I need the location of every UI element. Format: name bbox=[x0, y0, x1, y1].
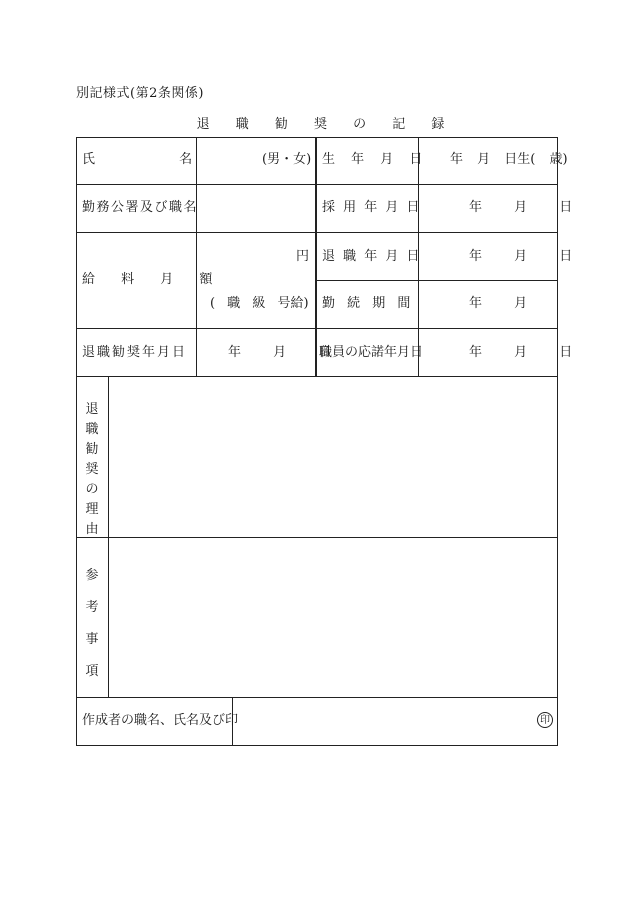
accept-value[interactable]: 年 月 日 bbox=[469, 345, 573, 360]
hire-value[interactable]: 年 月 日 bbox=[469, 200, 573, 215]
row-divider bbox=[76, 232, 558, 233]
hire-label: 採 用 年 月 日 bbox=[322, 200, 420, 215]
row-divider bbox=[76, 376, 558, 377]
author-label: 作成者の職名、氏名及び印 bbox=[82, 713, 239, 728]
author-field[interactable] bbox=[234, 699, 532, 744]
seal-mark: 印 bbox=[537, 712, 553, 728]
document-title: 退 職 勧 奨 の 記 録 bbox=[196, 117, 456, 132]
salary-yen[interactable]: 円 bbox=[296, 249, 310, 264]
retire-value[interactable]: 年 月 日 bbox=[469, 249, 573, 264]
notes-area[interactable] bbox=[110, 539, 556, 695]
recommend-value[interactable]: 年 月 日 bbox=[228, 345, 332, 360]
row-divider bbox=[76, 537, 558, 538]
reason-label: 退 職 勧 奨 の 理 由 bbox=[85, 402, 99, 537]
column-divider bbox=[196, 137, 197, 376]
recommend-label: 退職勧奨年月日 bbox=[82, 345, 188, 360]
notes-label: 参 考 事 項 bbox=[85, 568, 99, 679]
birth-value[interactable]: 年 月 日生( 歳) bbox=[450, 152, 568, 167]
row-divider bbox=[76, 697, 558, 698]
name-label: 氏 名 bbox=[82, 152, 193, 167]
accept-label: 職員の応諾年月日 bbox=[319, 345, 424, 360]
birth-label: 生 年 月 日 bbox=[322, 152, 423, 167]
service-label: 勤 続 期 間 bbox=[322, 296, 411, 311]
column-divider bbox=[315, 137, 317, 376]
row-divider bbox=[76, 328, 558, 329]
reason-area[interactable] bbox=[110, 378, 556, 535]
office-label: 勤務公署及び職名 bbox=[82, 200, 199, 215]
retire-label: 退 職 年 月 日 bbox=[322, 249, 420, 264]
row-divider bbox=[316, 280, 558, 281]
salary-label: 給 料 月 額 bbox=[82, 272, 213, 287]
column-divider bbox=[108, 376, 109, 697]
salary-grade[interactable]: ( 職 級 号給) bbox=[210, 296, 309, 311]
service-value[interactable]: 年 月 bbox=[469, 296, 528, 311]
gender-field[interactable]: (男・女) bbox=[262, 152, 312, 167]
form-caption: 別記様式(第2条関係) bbox=[76, 86, 204, 101]
row-divider bbox=[76, 184, 558, 185]
